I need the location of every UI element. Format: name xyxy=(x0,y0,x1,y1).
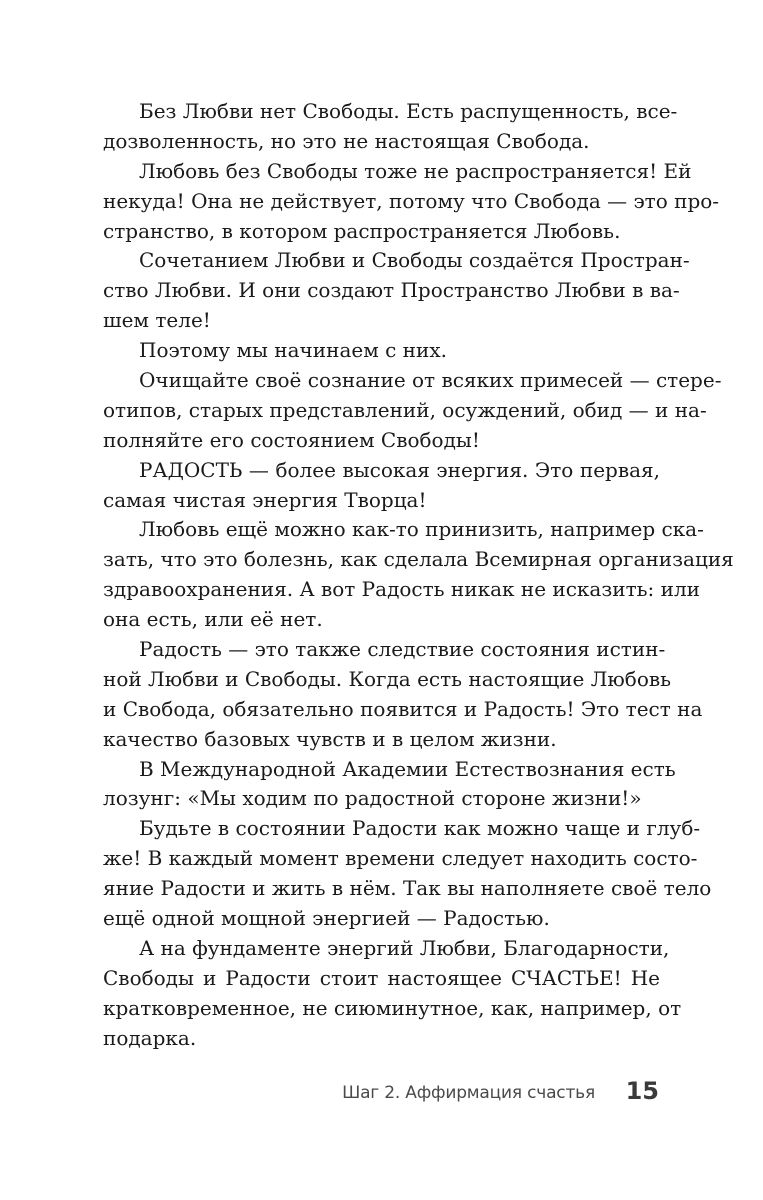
text-line: странство, в котором распространяется Любовь. xyxy=(103,218,621,243)
text-line: ной Любви и Свободы. Когда есть настоящие Любовь xyxy=(103,666,672,691)
paragraph xyxy=(103,635,703,755)
text-line: самая чистая энергия Творца! xyxy=(103,487,427,512)
paragraph xyxy=(103,814,712,934)
page-footer xyxy=(0,1075,763,1111)
text-line: дозволенность, но это не настоящая Свобода. xyxy=(103,128,590,153)
page-number: 15 xyxy=(625,1077,659,1105)
text-line: подарка. xyxy=(103,1025,197,1050)
text-line: Свободы и Радости стоит настоящее СЧАСТЬЕ! Не xyxy=(103,965,660,990)
paragraph xyxy=(103,157,720,247)
text-line: ещё одной мощной энергией — Радостью. xyxy=(103,906,550,931)
text-line: Любовь без Свободы тоже не распространяется! Ей xyxy=(139,158,692,183)
paragraph xyxy=(103,336,660,366)
text-line: Радость — это также следствие состояния истин- xyxy=(139,637,666,662)
text-line: кратковременное, не сиюминутное, как, например, от xyxy=(103,995,682,1020)
text-line: же! В каждый момент времени следует находить состо- xyxy=(103,846,698,871)
paragraph xyxy=(103,456,660,516)
paragraph xyxy=(103,934,682,1054)
paragraph xyxy=(103,366,722,456)
paragraph xyxy=(103,755,676,815)
text-line: Будьте в состоянии Радости как можно чаще и глуб- xyxy=(139,816,701,841)
text-line: отипов, старых представлений, осуждений, обид — и на- xyxy=(103,397,707,422)
text-line: Любовь ещё можно как-то принизить, например ска- xyxy=(139,517,704,542)
text-line: Сочетанием Любви и Свободы создаётся Простран- xyxy=(139,248,690,273)
paragraph xyxy=(103,246,690,336)
text-line: яние Радости и жить в нём. Так вы наполняете своё тело xyxy=(103,876,712,901)
body-text xyxy=(103,97,734,1054)
text-line: зать, что это болезнь, как сделала Всемирная организация xyxy=(103,547,734,572)
text-line: и Свобода, обязательно появится и Радость! Это тест на xyxy=(103,696,703,721)
paragraph xyxy=(103,97,678,157)
text-line: здравоохранения. А вот Радость никак не исказить: или xyxy=(103,577,701,602)
text-line: она есть, или её нет. xyxy=(103,607,323,632)
text-line: шем теле! xyxy=(103,308,211,333)
text-line: Поэтому мы начинаем с них. xyxy=(139,338,447,363)
text-line: РАДОСТЬ — более высокая энергия. Это первая, xyxy=(139,457,660,482)
running-head: Шаг 2. Аффирмация счастья xyxy=(342,1083,595,1103)
text-line: полняйте его состоянием Свободы! xyxy=(103,427,480,452)
text-line: качество базовых чувств и в целом жизни. xyxy=(103,726,557,751)
paragraph xyxy=(103,515,734,635)
text-line: А на фундаменте энергий Любви, Благодарности, xyxy=(139,935,670,960)
text-line: Без Любви нет Свободы. Есть распущенность, все- xyxy=(139,99,678,123)
text-line: некуда! Она не действует, потому что Свобода — это про- xyxy=(103,188,720,213)
text-line: В Международной Академии Естествознания есть xyxy=(139,756,676,781)
text-line: ство Любви. И они создают Пространство Любви в ва- xyxy=(103,278,680,303)
text-line: лозунг: «Мы ходим по радостной стороне жизни!» xyxy=(103,786,642,811)
text-line: Очищайте своё сознание от всяких примесей — стере- xyxy=(139,368,722,393)
